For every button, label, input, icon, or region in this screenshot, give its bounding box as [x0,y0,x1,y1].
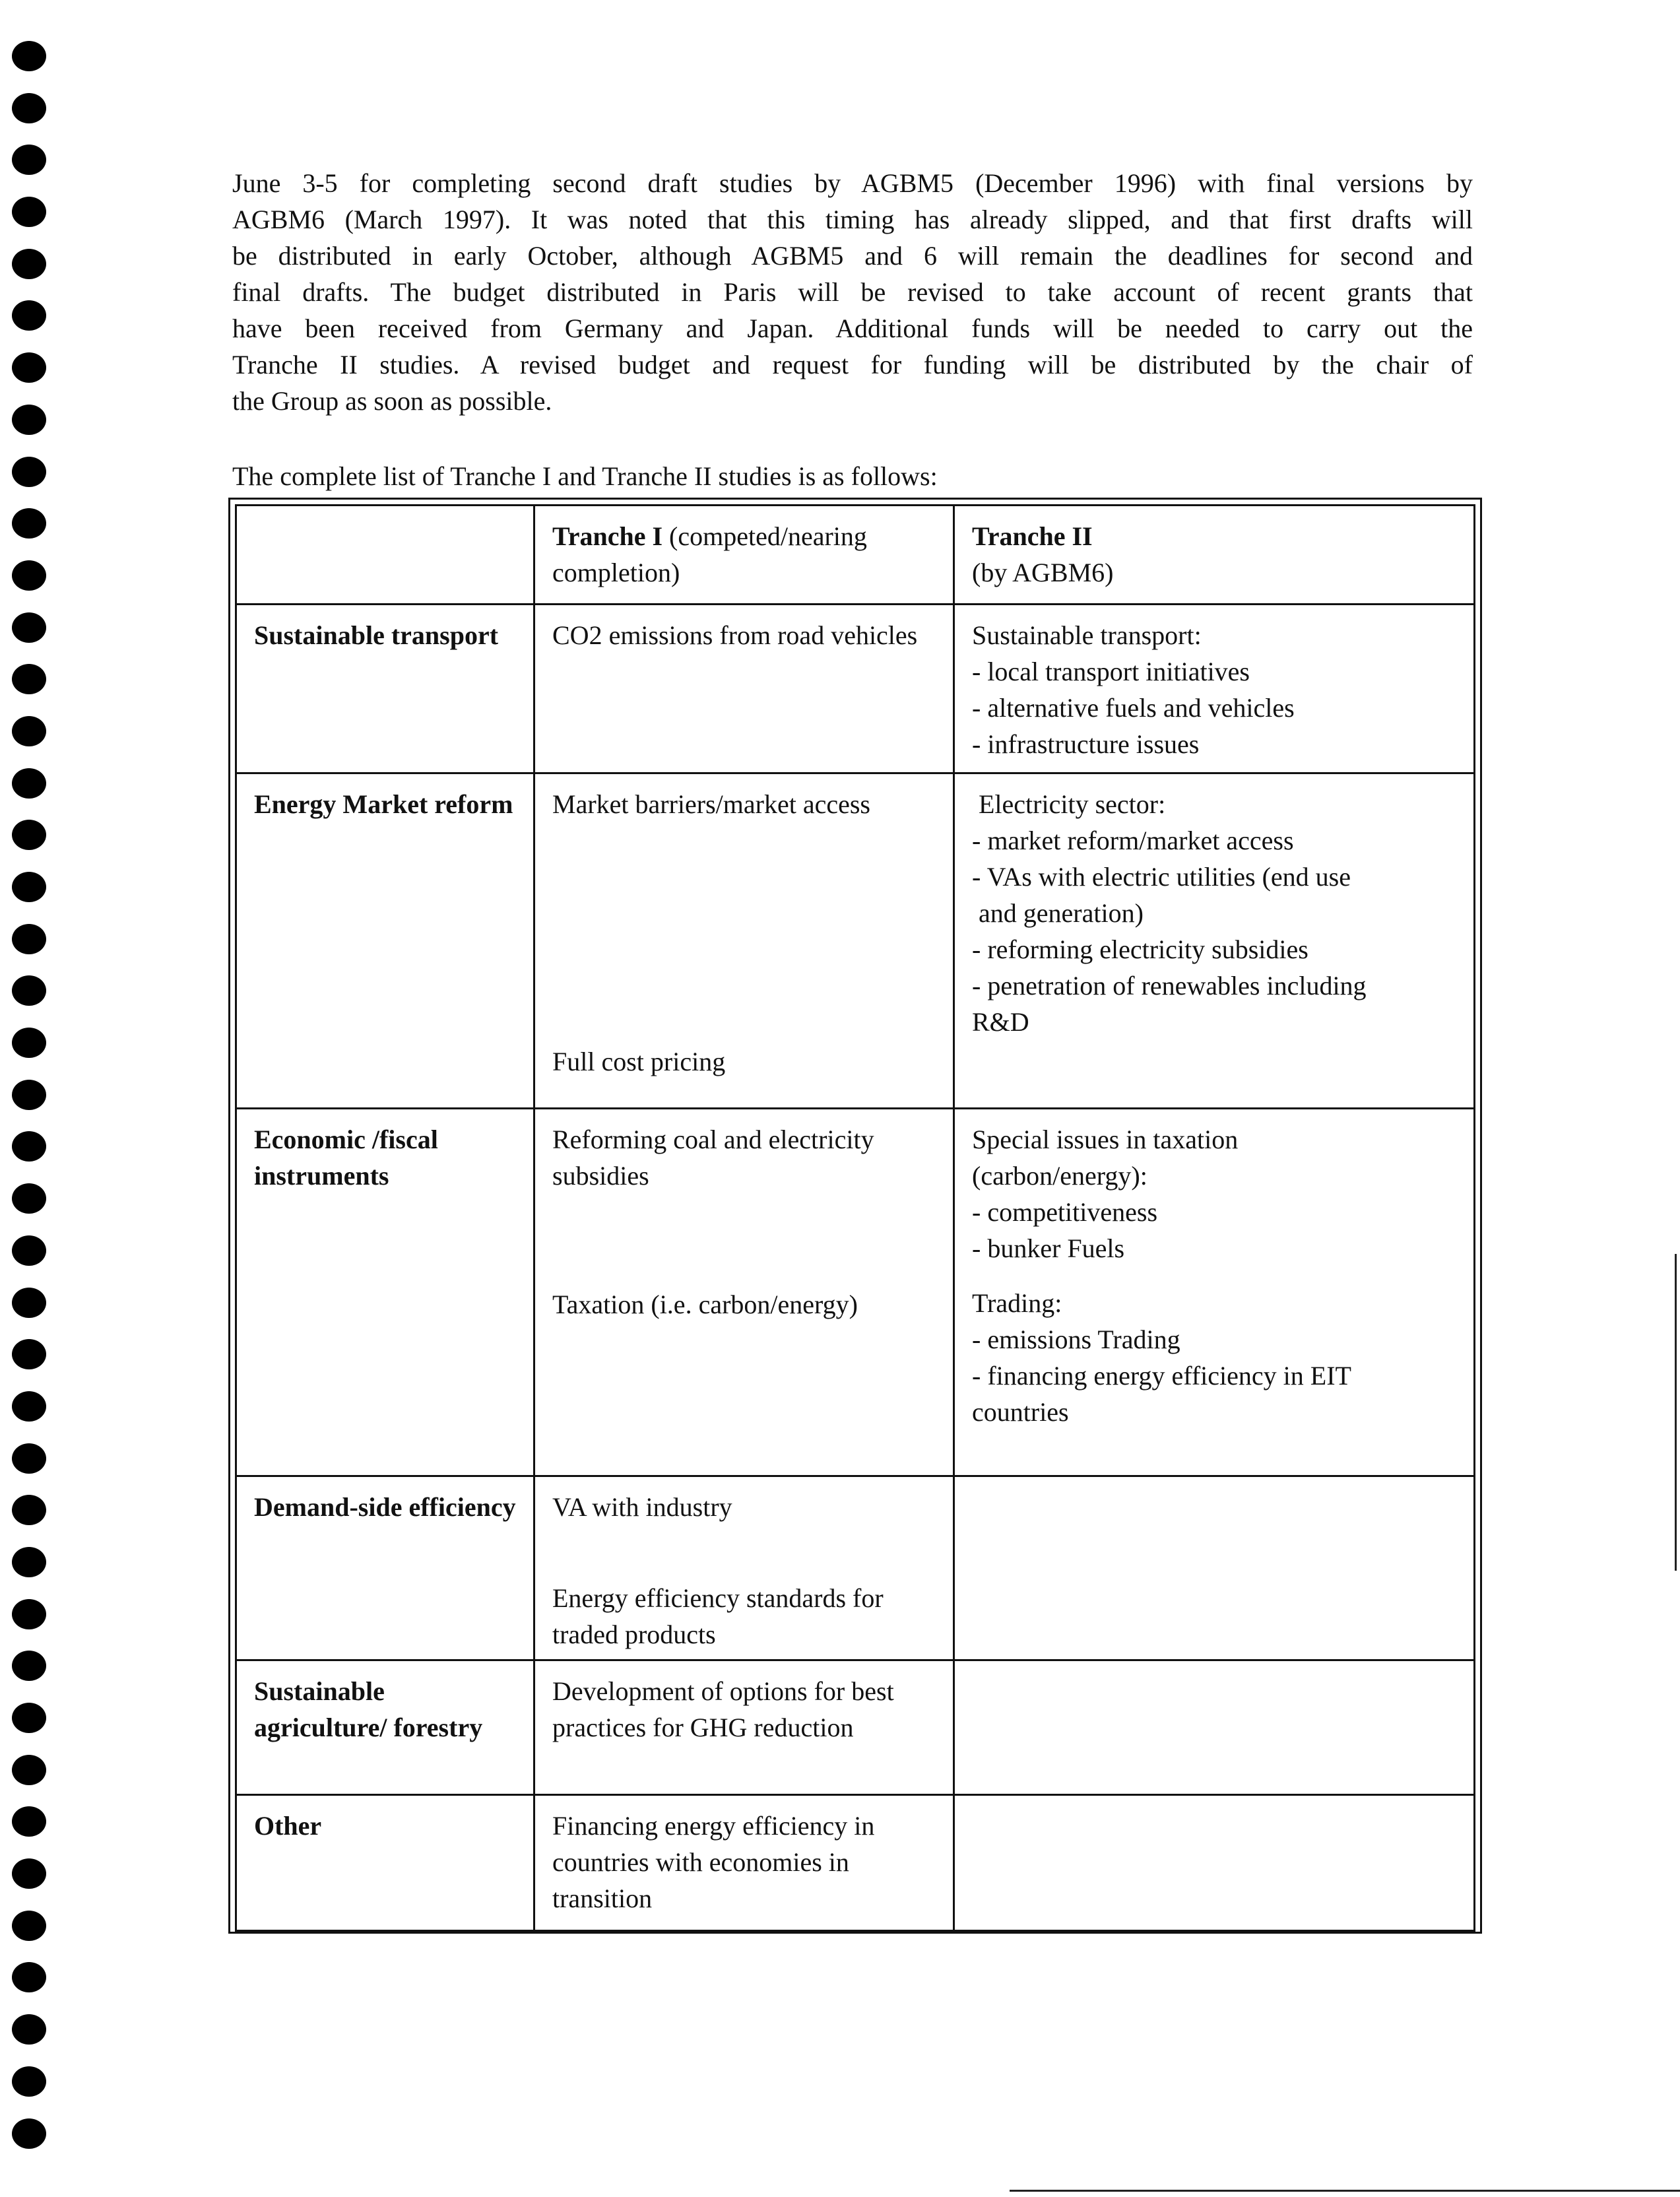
tranche-1-cell: Reforming coal and electricity subsidies Taxation (i.e. carbon/energy) [534,1109,954,1476]
tranche-1-cell: Market barriers/market access Full cost pricing [534,773,954,1109]
tranche-2-cell: Sustainable transport: - local transport initiatives - alternative fuels and vehicles - infrastructure issues [954,605,1475,773]
binder-hole [12,1288,46,1318]
binder-hole [12,1755,46,1785]
binder-hole [12,1651,46,1681]
category-cell: Energy Market reform [236,773,534,1109]
binder-hole [12,1962,46,1992]
binder-hole [12,1858,46,1889]
binder-hole [12,1703,46,1733]
category-cell: Demand-side efficiency [236,1476,534,1660]
binder-hole [12,716,46,746]
binder-hole [12,612,46,643]
binder-hole [12,1080,46,1110]
binder-hole [12,924,46,954]
binder-hole [12,1911,46,1941]
table-row [236,1476,1475,1660]
binder-hole [12,872,46,902]
binder-hole [12,1443,46,1474]
binder-hole [12,1028,46,1058]
binder-hole [12,93,46,123]
paragraph-line: Tranche II studies. A revised budget and request for funding will be distributed by the chair of [232,350,1473,379]
tranche-1-cell: CO2 emissions from road vehicles [534,605,954,773]
binder-hole [12,2118,46,2149]
table-header-row [236,506,1475,605]
table-row [236,773,1475,1109]
tranche-1-cell: Development of options for best practices for GHG reduction [534,1660,954,1795]
paragraph-line: have been received from Germany and Japan. Additional funds will be needed to carry out the [232,313,1473,343]
binder-hole [12,975,46,1006]
header-tranche-1: Tranche I (competed/nearing completion) [534,506,954,605]
paragraph-line: be distributed in early October, although AGBM5 and 6 will remain the deadlines for second and [232,241,1473,271]
header-tranche-2: Tranche II (by AGBM6) [954,506,1475,605]
binder-hole [12,664,46,694]
binder-hole [12,1131,46,1162]
binder-hole [12,1391,46,1422]
studies-table-frame [228,498,1482,1934]
tranche-2-cell: Special issues in taxation (carbon/energy): - competitiveness - bunker Fuels Trading: - emissions Trading - financing energy efficiency in EIT countries [954,1109,1475,1476]
binder-holes [12,41,51,2170]
table-row [236,1795,1475,1931]
binder-hole [12,560,46,591]
category-cell: Sustainable transport [236,605,534,773]
category-cell: Sustainable agriculture/ forestry [236,1660,534,1795]
tranche-2-cell [954,1660,1475,1795]
binder-hole [12,1183,46,1214]
binder-hole [12,1547,46,1577]
paragraph-line: June 3-5 for completing second draft studies by AGBM5 (December 1996) with final versions by [232,168,1473,198]
table-row [236,1660,1475,1795]
table-row [236,605,1475,773]
binder-hole [12,2066,46,2097]
page-edge-line [1675,1254,1677,1571]
table-intro: The complete list of Tranche I and Tranche II studies is as follows: [232,461,938,491]
header-cell-empty [236,506,534,605]
paragraph-line: the Group as soon as possible. [232,386,552,416]
binder-hole [12,768,46,799]
table-row [236,1109,1475,1476]
binder-hole [12,1339,46,1369]
binder-hole [12,405,46,435]
category-cell: Other [236,1795,534,1931]
tranche-2-cell [954,1476,1475,1660]
page-edge-line [1010,2190,1680,2192]
binder-hole [12,41,46,71]
binder-hole [12,1806,46,1837]
binder-hole [12,508,46,539]
tranche-1-cell: Financing energy efficiency in countries with economies in transition [534,1795,954,1931]
tranche-1-cell: VA with industry Energy efficiency standards for traded products [534,1476,954,1660]
binder-hole [12,300,46,331]
binder-hole [12,2014,46,2045]
binder-hole [12,352,46,383]
tranche-2-cell: Electricity sector: - market reform/market access - VAs with electric utilities (end use and generation) - reforming electricity subsidies - penetration of renewables including R&D [954,773,1475,1109]
paragraph-line: AGBM6 (March 1997). It was noted that this timing has already slipped, and that first drafts will [232,205,1473,234]
paragraph-line: final drafts. The budget distributed in Paris will be revised to take account of recent grants that [232,277,1473,307]
binder-hole [12,820,46,850]
binder-hole [12,1235,46,1266]
binder-hole [12,197,46,227]
binder-hole [12,1495,46,1525]
binder-hole [12,249,46,279]
body-paragraph [232,165,1473,419]
tranche-2-cell [954,1795,1475,1931]
binder-hole [12,457,46,487]
studies-table [235,504,1475,1932]
binder-hole [12,1599,46,1629]
binder-hole [12,145,46,175]
category-cell: Economic /fiscal instruments [236,1109,534,1476]
